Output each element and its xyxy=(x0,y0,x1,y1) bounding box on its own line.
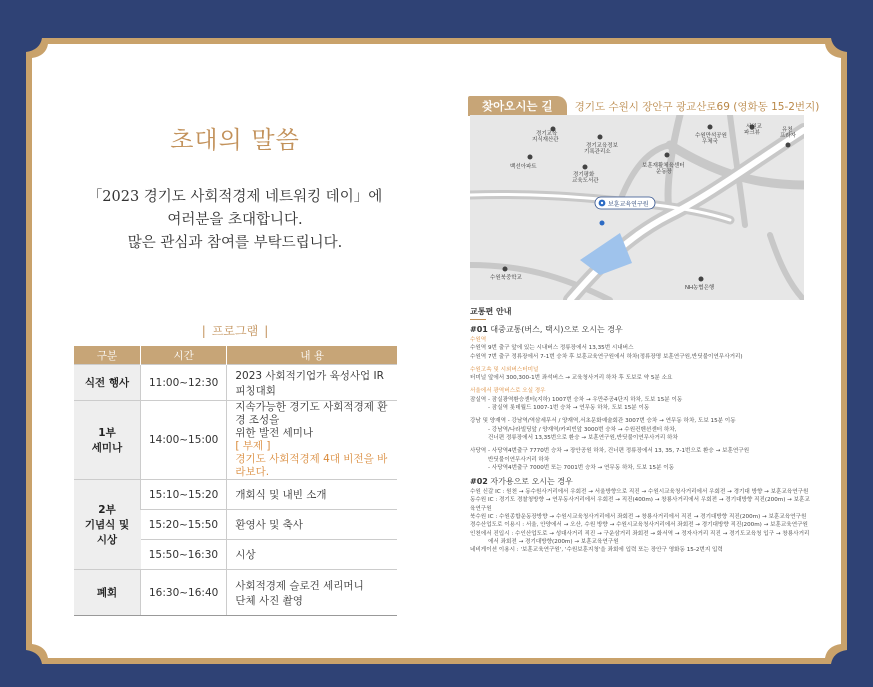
guide-line: 수원역 9번 출구 앞에 있는 시내버스 정류장에서 13,35번 시내버스 xyxy=(470,345,634,352)
map-label: 우체국 xyxy=(702,139,718,145)
table-row xyxy=(74,480,397,510)
content-text: 단체 사진 촬영 xyxy=(235,594,303,607)
schedule-table xyxy=(74,346,397,616)
map-label: 교육도서관 xyxy=(572,178,599,184)
directions-header xyxy=(468,96,819,116)
header-time: 시간 xyxy=(141,346,227,365)
transport-guide xyxy=(470,306,810,555)
division-text: 2부 xyxy=(98,504,116,516)
subheading: 수원고속 및 시외버스터미널 xyxy=(470,366,539,373)
invite-line: 여러분을 초대합니다. xyxy=(167,212,303,228)
program-label-text: 프로그램 xyxy=(211,324,259,338)
table-row xyxy=(74,570,397,616)
guide-line: - 사당역4번출구 7000번 또는 7001번 승차 → 연무동 하차, 도보 15분 이동 xyxy=(488,464,675,471)
content-cell: 2023 사회적기업가 육성사업 IR 피칭대회 xyxy=(227,365,397,401)
time-cell: 15:20~15:50 xyxy=(141,510,227,540)
table-row xyxy=(74,365,397,401)
guide-line: 수원역 7번 출구 정류장에서 7-1번 승차 후 보훈교육연구원에서 하차(정류장명 보훈연구원,반딧불이연무사거리) xyxy=(470,353,743,360)
map-label: 수원북중학교 xyxy=(490,275,522,281)
map-label: 지식재산관 xyxy=(532,137,559,143)
address-text: 경기도 수원시 장안구 광교산로69 (영화동 15-2번지) xyxy=(574,100,820,113)
guide-line: 경수산업도로 이용시 : 서울, 안양에서 → 오산, 수원 방향 → 수원시교육청사거리에서 좌회전 → 경기대방향 직진(200m) → 보훈교육연구원 xyxy=(470,522,808,529)
map-label: 백선아파트 xyxy=(510,164,537,170)
map-label: 경기평화 xyxy=(573,172,595,178)
program-label: | 프로그램 | xyxy=(201,324,269,338)
map-label: 경기교육 xyxy=(536,131,558,137)
guide-line: 터미널 앞에서 300,300-1번 좌석버스 → 교육청사거리 하차 후 도보로 약 5분 소요 xyxy=(470,375,673,382)
content-cell xyxy=(227,401,397,480)
guide-line: 동수원 IC : 경기도 경찰청방향 → 연무동사거리에서 우회전 → 직진(400m) → 창룡사거리에서 우회전 → 경기대방향 직진(200m) → 보훈교육연구원 xyxy=(470,497,810,512)
guide-line: 반딧불이연무사거리 하차 xyxy=(488,456,550,463)
division-cell xyxy=(74,401,141,480)
content-text: 사회적경제 슬로건 세리머니 xyxy=(235,579,364,592)
guide-line: 수원 신갈 IC : 원천 → 동수원사거리에서 우회전 → 서울방향으로 직진 → 수원시교육청사거리에서 우회전 → 경기대 방향 → 보훈교육연구원 xyxy=(470,489,809,496)
time-cell: 15:10~15:20 xyxy=(141,480,227,510)
table-header-row xyxy=(74,346,397,365)
content-cell xyxy=(227,570,397,616)
map-label: 수원만석공원 xyxy=(695,133,727,139)
map-label: 서원교 xyxy=(746,124,762,130)
section-title xyxy=(470,476,810,488)
invite-line: 많은 관심과 참여를 부탁드립니다. xyxy=(127,235,343,251)
time-cell: 14:00~15:00 xyxy=(141,401,227,480)
section-title-text: 자가용으로 오시는 경우 xyxy=(490,477,573,487)
subtitle-text: 경기도 사회적경제 4대 비전을 바라보다. xyxy=(235,453,388,478)
map-label: 보훈재활체육센터 xyxy=(642,163,685,169)
guide-heading: 교통편 안내 xyxy=(470,307,512,316)
directions-tag: 찾아오시는 길 xyxy=(468,96,567,116)
map-label: 운동장 xyxy=(656,169,672,175)
marker-label: 보훈교육연구원 xyxy=(608,202,649,208)
division-cell: 폐회 xyxy=(74,570,141,616)
division-cell: 식전 행사 xyxy=(74,365,141,401)
guide-line: 북수원 IC : 수원종합운동장방향 → 수원시교육청사거리에서 좌회전 → 창룡사거리에서 직진 → 경기대방향 직진(200m) → 보훈교육연구원 xyxy=(470,514,807,521)
invite-line: 「2023 경기도 사회적경제 네트워킹 데이」에 xyxy=(87,189,383,205)
table-row xyxy=(74,401,397,480)
division-cell xyxy=(74,480,141,570)
invitation-text xyxy=(0,186,470,255)
guide-line: 에서 좌회전 → 경기대방향(200m) → 보훈교육연구원 xyxy=(488,538,619,545)
guide-line: 잠실역 - 잠실광역환승센터(지하) 1007번 승차 → 우만주공4단지 하차, 도보 15분 이동 xyxy=(470,396,683,403)
division-text: 세미나 xyxy=(91,442,123,454)
map-label: NH농협은행 xyxy=(685,285,715,291)
header-division: 구분 xyxy=(74,346,141,365)
section-title-text: 대중교통(버스, 택시)으로 오시는 경우 xyxy=(490,325,623,334)
header-content: 내 용 xyxy=(227,346,397,365)
content-cell: 환영사 및 축사 xyxy=(227,510,397,540)
guide-line: 강남 및 양재역 - 강남역/역삼세무서 / 양재역,서초문화예술회관 3007번 승차 → 연무동 하차, 도보 15분 이동 xyxy=(470,418,736,425)
map-label: 파크뷰 xyxy=(744,130,760,136)
map-label: 경기교육정보 xyxy=(586,143,618,149)
section-number: #01 xyxy=(470,325,488,334)
page-title: 초대의 말씀 xyxy=(170,126,300,154)
content-text: 위한 발전 세미나 xyxy=(235,427,314,439)
content-cell: 시상 xyxy=(227,540,397,570)
subtitle-tag: [ 부제 ] xyxy=(235,440,271,452)
time-cell: 15:50~16:30 xyxy=(141,540,227,570)
map-label: 프라자 xyxy=(780,133,796,139)
guide-line: 건너편 정류장에서 13,35번으로 환승 → 보훈연구원,반딧불이연무사거리 하차 xyxy=(488,434,678,441)
guide-line: - 잠실역 롯데월드 1007-1번 승차 → 연무동 하차, 도보 15분 이동 xyxy=(488,405,650,412)
section-number: #02 xyxy=(470,477,488,487)
content-text: 지속가능한 경기도 사회적경제 환경 조성을 xyxy=(235,401,388,426)
map-label: 기록관리소 xyxy=(584,149,611,155)
time-cell: 11:00~12:30 xyxy=(141,365,227,401)
location-map[interactable] xyxy=(470,115,804,300)
division-text: 기념식 및 시상 xyxy=(84,519,130,546)
divider xyxy=(470,319,486,320)
guide-line: 네비게이션 이용시 : '보훈교육연구원', '수원보훈지청'을 좌회에 입력 또는 장안구 영화동 15-2번지 입력 xyxy=(470,547,723,554)
section-title xyxy=(470,324,810,336)
content-cell: 개회식 및 내빈 소개 xyxy=(227,480,397,510)
map-label: 유천 xyxy=(782,127,793,133)
guide-line: 인천에서 진입시 : 수인산업도로 → 성대사거리 직진 → 구운삼거리 좌회전 → 화서역 → 정자사거리 직진 → 경기도교육청 입구 → 창룡사거리 xyxy=(470,530,810,537)
guide-line: 사당역 - 사당역4번출구 7770번 승차 → 장안공원 하차, 건너편 정류장에서 13, 35, 7-1번으로 환승 → 보훈연구원 xyxy=(470,448,750,455)
subheading: 서울에서 광역버스로 오실 경우 xyxy=(470,388,546,395)
subheading: 수원역 xyxy=(470,337,487,343)
time-cell: 16:30~16:40 xyxy=(141,570,227,616)
division-text: 1부 xyxy=(98,427,116,439)
guide-line: - 강남역/나라빌딩앞 / 양재역/카피빈앞 3000번 승차 → 수원컨벤션센터 하차, xyxy=(488,426,677,433)
